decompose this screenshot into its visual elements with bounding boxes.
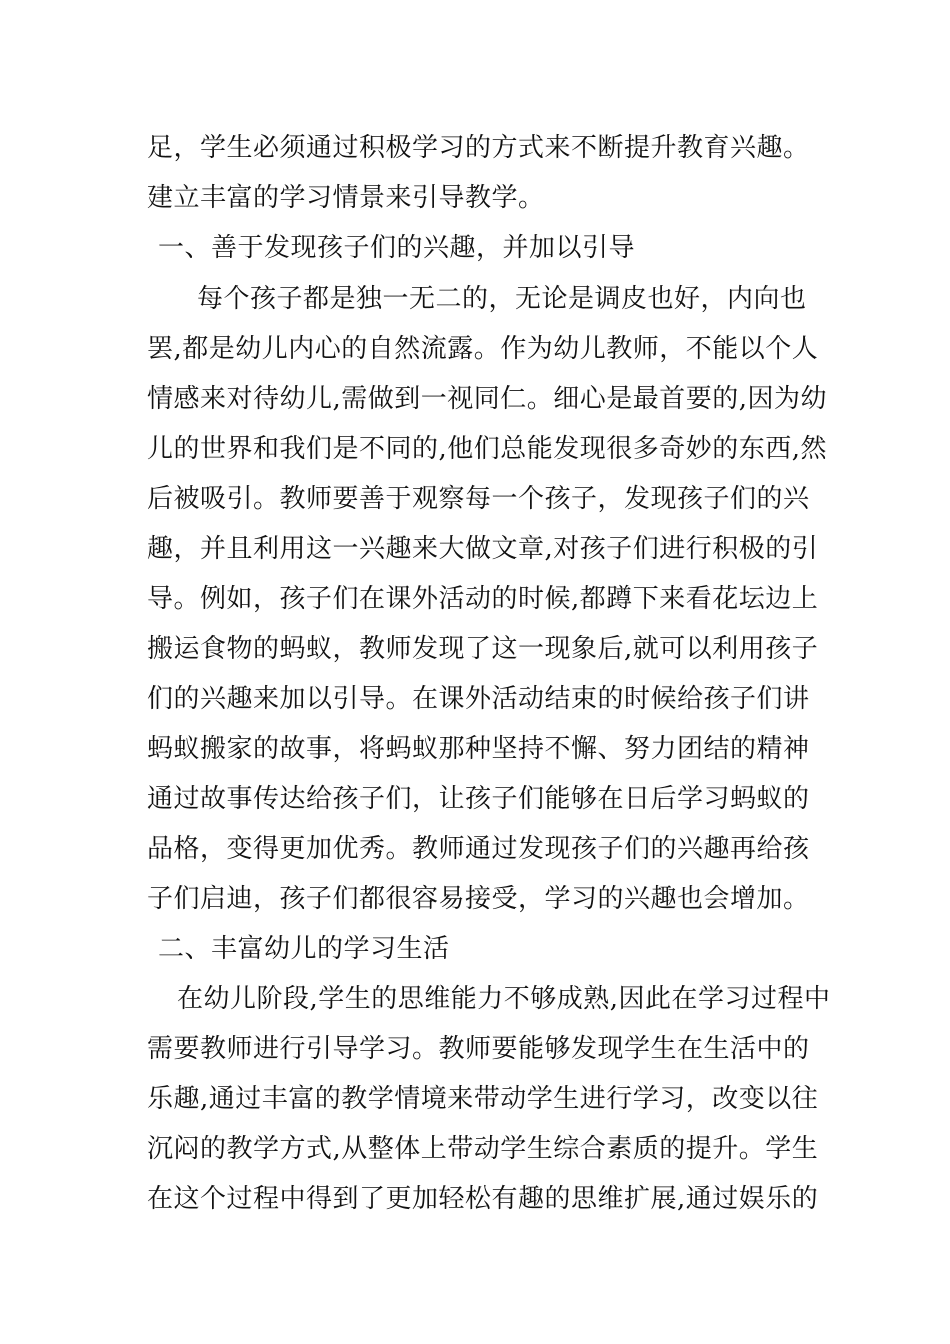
paragraph-line: 情感来对待幼儿,需做到一视同仁。细心是最首要的,因为幼 (147, 384, 828, 414)
section-heading-1: 一、善于发现孩子们的兴趣，并加以引导 (158, 233, 636, 263)
paragraph-continuation-line: 建立丰富的学习情景来引导教学。 (147, 183, 545, 213)
paragraph-line: 趣，并且利用这一兴趣来大做文章,对孩子们进行积极的引 (147, 534, 819, 564)
paragraph-line: 蚂蚁搬家的故事，将蚂蚁那种坚持不懈、努力团结的精神 (147, 734, 810, 764)
paragraph-first-line: 每个孩子都是独一无二的，无论是调皮也好，内向也 (197, 284, 807, 314)
paragraph-line: 搬运食物的蚂蚁，教师发现了这一现象后,就可以利用孩子 (147, 634, 819, 664)
section-heading-2: 二、丰富幼儿的学习生活 (158, 934, 450, 964)
paragraph-line: 品格，变得更加优秀。教师通过发现孩子们的兴趣再给孩 (147, 834, 810, 864)
paragraph-line: 们的兴趣来加以引导。在课外活动结束的时候给孩子们讲 (147, 684, 810, 714)
paragraph-continuation-line: 足，学生必须通过积极学习的方式来不断提升教育兴趣。 (147, 133, 810, 163)
paragraph-line: 罢,都是幼儿内心的自然流露。作为幼儿教师，不能以个人 (147, 334, 819, 364)
paragraph-line: 导。例如，孩子们在课外活动的时候,都蹲下来看花坛边上 (147, 584, 819, 614)
paragraph-line: 在这个过程中得到了更加轻松有趣的思维扩展,通过娱乐的 (147, 1184, 819, 1214)
paragraph-line: 乐趣,通过丰富的教学情境来带动学生进行学习，改变以往 (147, 1084, 819, 1114)
paragraph-line: 通过故事传达给孩子们，让孩子们能够在日后学习蚂蚁的 (147, 784, 810, 814)
paragraph-line: 沉闷的教学方式,从整体上带动学生综合素质的提升。学生 (147, 1134, 819, 1164)
paragraph-line: 需要教师进行引导学习。教师要能够发现学生在生活中的 (147, 1034, 810, 1064)
paragraph-line: 子们启迪，孩子们都很容易接受，学习的兴趣也会增加。 (147, 884, 810, 914)
paragraph-line: 儿的世界和我们是不同的,他们总能发现很多奇妙的东西,然 (147, 434, 828, 464)
paragraph-line: 后被吸引。教师要善于观察每一个孩子，发现孩子们的兴 (147, 484, 810, 514)
paragraph-first-line: 在幼儿阶段,学生的思维能力不够成熟,因此在学习过程中 (177, 984, 831, 1014)
